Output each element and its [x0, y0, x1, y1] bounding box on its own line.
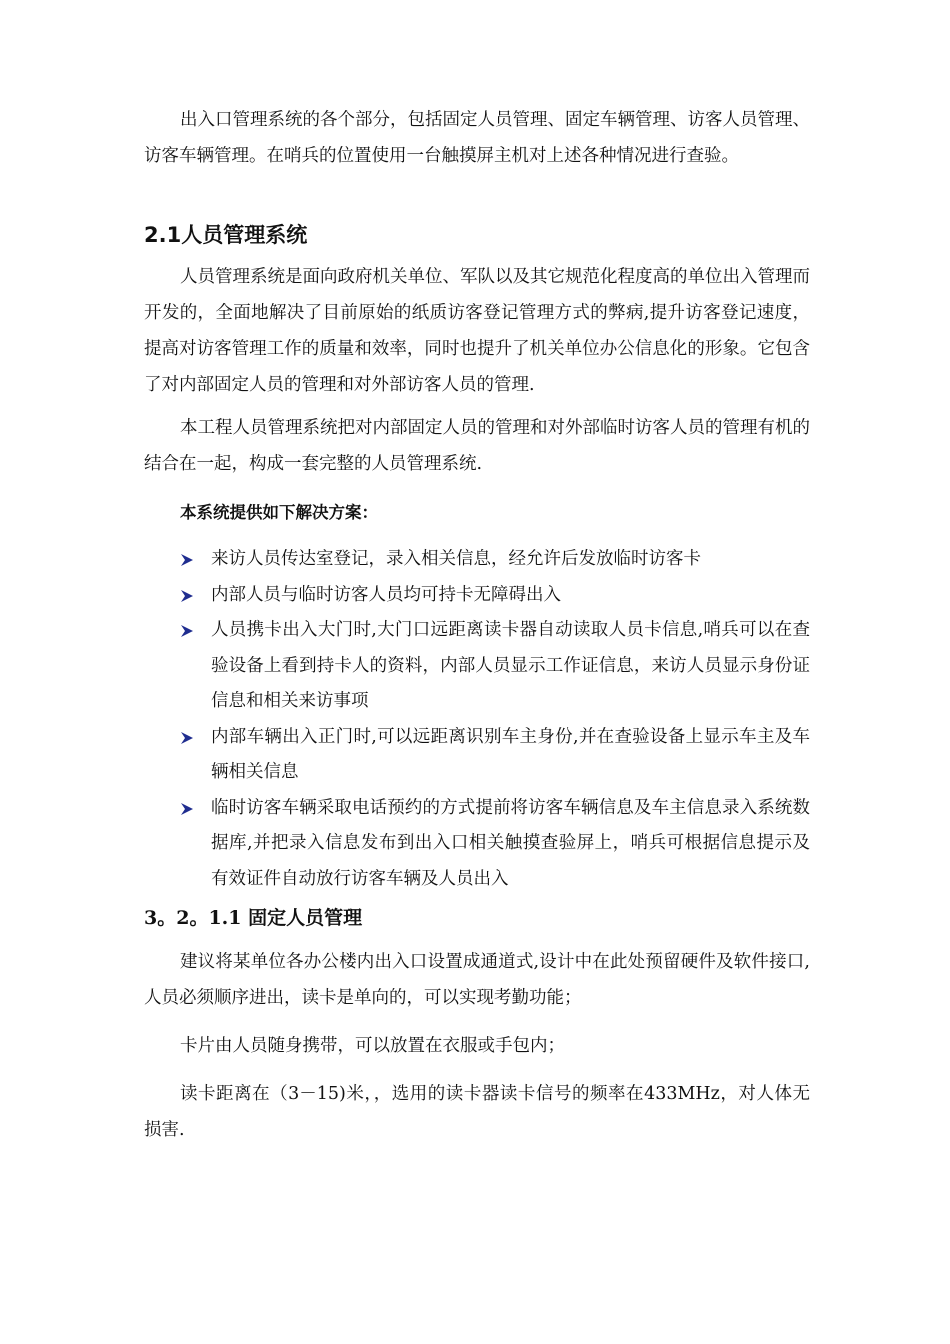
section-heading: 2.1人员管理系统: [144, 223, 308, 247]
intro-paragraph: 出入口管理系统的各个部分，包括固定人员管理、固定车辆管理、访客人员管理、访客车辆管理。在哨兵的位置使用一台触摸屏主机对上述各种情况进行查验。: [144, 110, 810, 166]
solutions-title: 本系统提供如下解决方案：: [180, 503, 378, 522]
list-item: [180, 578, 810, 614]
section-paragraph-2: 本工程人员管理系统把对内部固定人员的管理和对外部临时访客人员的管理有机的结合在一起，构成一套完整的人员管理系统.: [144, 418, 810, 474]
list-item: [180, 720, 810, 791]
section-paragraph-1: 人员管理系统是面向政府机关单位、军队以及其它规范化程度高的单位出入管理而开发的，全面地解决了目前原始的纸质访客登记管理方式的弊病,提升访客登记速度，提高对访客管理工作的质量和效率，同时也提升了机关单位办公信息化的形象。它包含了对内部固定人员的管理和对外部访客人员的管理.: [144, 267, 810, 395]
arrow-bullet-icon: [180, 731, 194, 745]
subsection-paragraph-3: 读卡距离在（3－15)米，，选用的读卡器读卡信号的频率在433MHz，对人体无损害.: [144, 1084, 810, 1140]
list-item: [180, 613, 810, 720]
arrow-bullet-icon: [180, 553, 194, 567]
list-item-text: 内部车辆出入正门时,可以远距离识别车主身份,并在查验设备上显示车主及车辆相关信息: [211, 726, 810, 782]
list-item-text: 内部人员与临时访客人员均可持卡无障碍出入: [211, 584, 561, 605]
subsection-paragraph-2: 卡片由人员随身携带，可以放置在衣服或手包内；: [180, 1036, 565, 1056]
arrow-bullet-icon: [180, 802, 194, 816]
arrow-bullet-icon: [180, 624, 194, 638]
list-item-text: 来访人员传达室登记，录入相关信息，经允许后发放临时访客卡: [211, 549, 701, 569]
list-item-text: 临时访客车辆采取电话预约的方式提前将访客车辆信息及车主信息录入系统数据库,并把录入信息发布到出入口相关触摸查验屏上，哨兵可根据信息提示及有效证件自动放行访客车辆及人员出入: [211, 797, 810, 889]
subsection-heading: 3。2。1.1 固定人员管理: [144, 907, 363, 929]
solutions-list: [180, 542, 810, 897]
subsection-paragraph-1: 建议将某单位各办公楼内出入口设置成通道式,设计中在此处预留硬件及软件接口,人员必须顺序进出，读卡是单向的，可以实现考勤功能；: [144, 952, 810, 1008]
arrow-bullet-icon: [180, 589, 194, 603]
list-item-text: 人员携卡出入大门时,大门口远距离读卡器自动读取人员卡信息,哨兵可以在查验设备上看到持卡人的资料，内部人员显示工作证信息，来访人员显示身份证信息和相关来访事项: [211, 620, 810, 711]
list-item: [180, 542, 810, 578]
list-item: [180, 791, 810, 898]
